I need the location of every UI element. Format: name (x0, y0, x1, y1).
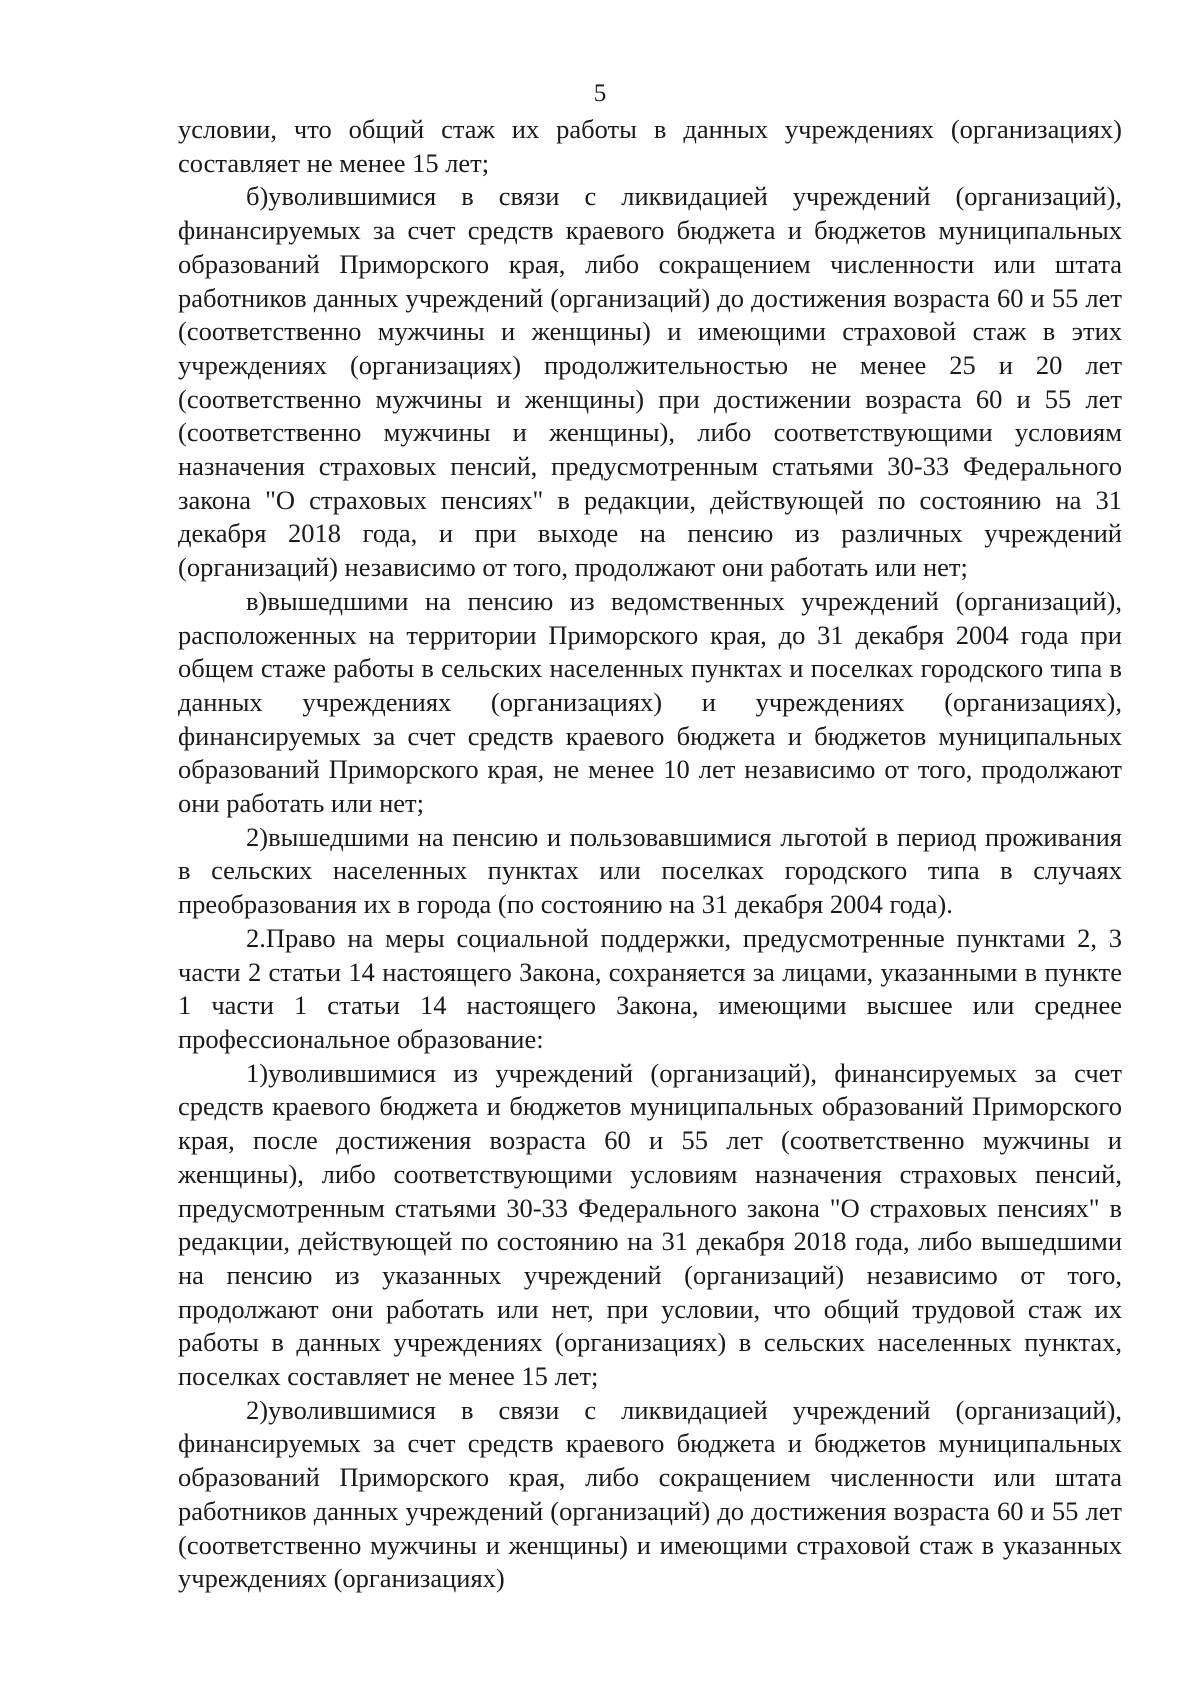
paragraph-section-2-item-1: 1)уволившимися из учреждений (организаций), финансируемых за счет средств краевого бюджета и бюджетов муниципальных образований Приморского края, после достижения возраста 60 и 55 лет (соответственно мужчины и женщины), либо соответствующими условиям назначения страховых пенсий, предусмотренным статьями 30-33 Федерального закона "О страховых пенсиях" в редакции, действующей по состоянию на 31 декабря 2018 года, либо вышедшими на пенсию из указанных учреждений (организаций) независимо от того, продолжают они работать или нет, при условии, что общий трудовой стаж их работы в данных учреждениях (организациях) в сельских населенных пунктах, поселках составляет не менее 15 лет; (178, 1057, 1122, 1392)
paragraph-item-v: в)вышедшими на пенсию из ведомственных учреждений (организаций), расположенных на территории Приморского края, до 31 декабря 2004 года при общем стаже работы в сельских населенных пунктах и поселках городского типа в данных учреждениях (организациях) и учреждениях (организациях), финансируемых за счет средств краевого бюджета и бюджетов муниципальных образований Приморского края, не менее 10 лет независимо от того, продолжают они работать или нет; (178, 585, 1122, 819)
document-body (178, 113, 1122, 1596)
paragraph-continuation: условии, что общий стаж их работы в данных учреждениях (организациях) составляет не менее 15 лет; (178, 114, 1122, 178)
page-number: 5 (593, 80, 607, 107)
paragraph-item-b: б)уволившимися в связи с ликвидацией учреждений (организаций), финансируемых за счет средств краевого бюджета и бюджетов муниципальных образований Приморского края, либо сокращением численности или штата работников данных учреждений (организаций) до достижения возраста 60 и 55 лет (соответственно мужчины и женщины) и имеющими страховой стаж в этих учреждениях (организациях) продолжительностью не менее 25 и 20 лет (соответственно мужчины и женщины) при достижении возраста 60 и 55 лет (соответственно мужчины и женщины), либо соответствующими условиям назначения страховых пенсий, предусмотренным статьями 30-33 Федерального закона "О страховых пенсиях" в редакции, действующей по состоянию на 31 декабря 2018 года, и при выходе на пенсию из различных учреждений (организаций) независимо от того, продолжают они работать или нет; (178, 181, 1122, 583)
paragraph-section-2-item-2: 2)уволившимися в связи с ликвидацией учреждений (организаций), финансируемых за счет средств краевого бюджета и бюджетов муниципальных образований Приморского края, либо сокращением численности или штата работников данных учреждений (организаций) до достижения возраста 60 и 55 лет (соответственно мужчины и женщины) и имеющими страховой стаж в указанных учреждениях (организациях) (178, 1394, 1122, 1594)
paragraph-item-2: 2)вышедшими на пенсию и пользовавшимися льготой в период проживания в сельских населенных пунктах или поселках городского типа в случаях преобразования их в города (по состоянию на 31 декабря 2004 года). (178, 821, 1122, 920)
paragraph-section-2: 2.Право на меры социальной поддержки, предусмотренные пунктами 2, 3 части 2 статьи 14 настоящего Закона, сохраняется за лицами, указанными в пункте 1 части 1 статьи 14 настоящего Закона, имеющими высшее или среднее профессиональное образование: (178, 922, 1122, 1054)
